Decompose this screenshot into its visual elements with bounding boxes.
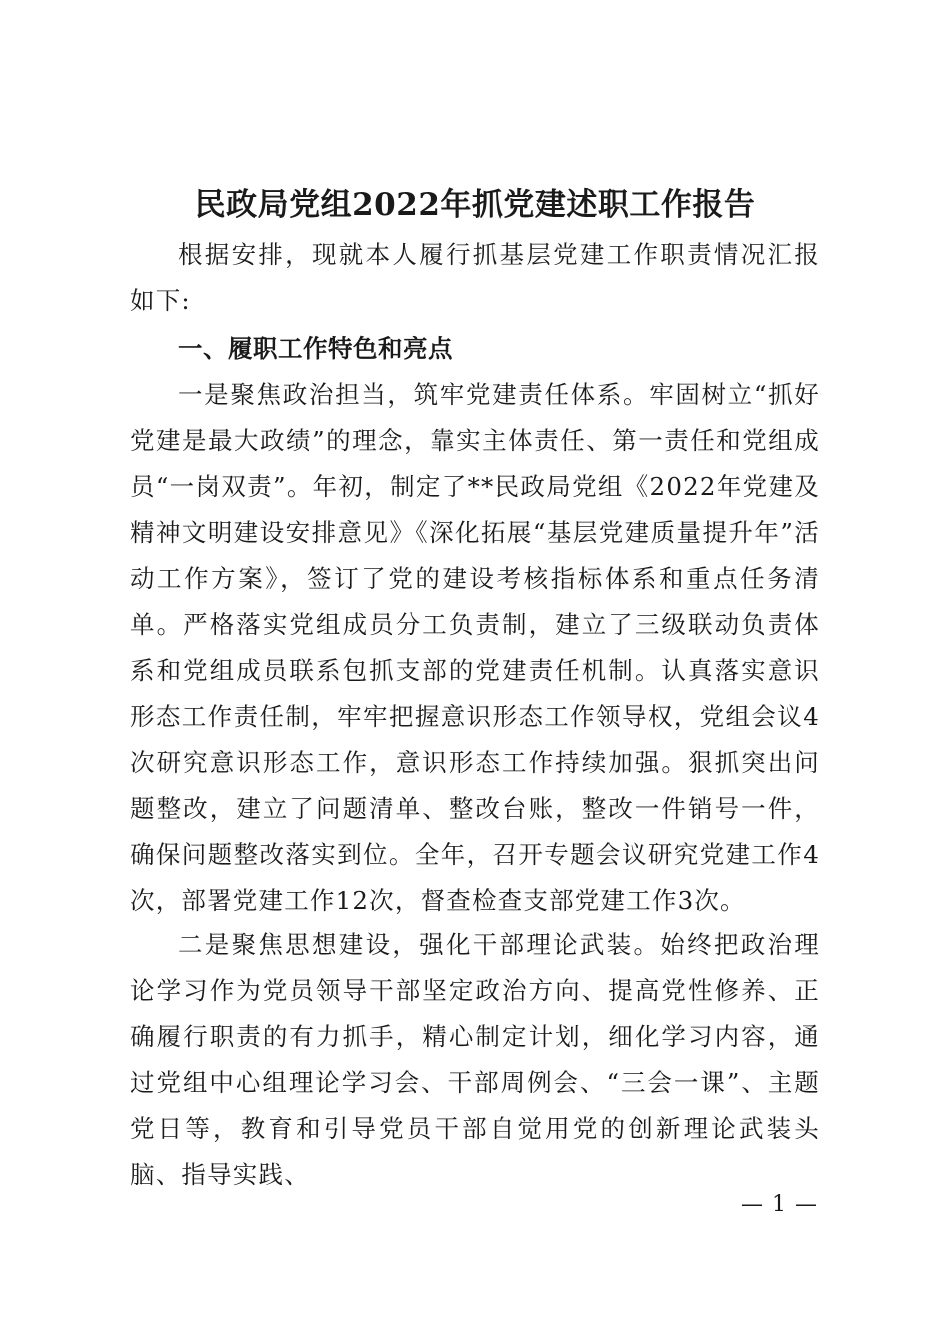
page-number: — 1 — [741, 1192, 818, 1217]
intro-paragraph: 根据安排，现就本人履行抓基层党建工作职责情况汇报如下: [130, 240, 820, 315]
body-paragraph-1: 一是聚焦政治担当，筑牢党建责任体系。牢固树立“抓好党建是最大政绩”的理念，靠实主体责任、第一责任和党组成员“一岗双责”。年初，制定了**民政局党组《2022年党建及精神文明建设安排意见》《深化拓展“基层党建质量提升年”活动工作方案》，签订了党的建设考核指标体系和重点任务清单。严格落实党组成员分工负责制，建立了三级联动负责体系和党组成员联系包抓支部的党建责任机制。认真落实意识形态工作责任制，牢牢把握意识形态工作领导权，党组会议4次研究意识形态工作，意识形态工作持续加强。狠抓突出问题整改，建立了问题清单、整改台账，整改一件销号一件，确保问题整改落实到位。全年，召开专题会议研究党建工作4次，部署党建工作12次，督查检查支部党建工作3次。 [130, 380, 820, 915]
document-title: 民政局党组2022年抓党建述职工作报告 [194, 187, 756, 223]
section-heading: 一、履职工作特色和亮点 [178, 334, 453, 363]
body-paragraph-2: 二是聚焦思想建设，强化干部理论武装。始终把政治理论学习作为党员领导干部坚定政治方向、提高党性修养、正确履行职责的有力抓手，精心制定计划，细化学习内容，通过党组中心组理论学习会、干部周例会、“三会一课”、主题党日等，教育和引导党员干部自觉用党的创新理论武装头脑、指导实践、 [130, 930, 820, 1189]
